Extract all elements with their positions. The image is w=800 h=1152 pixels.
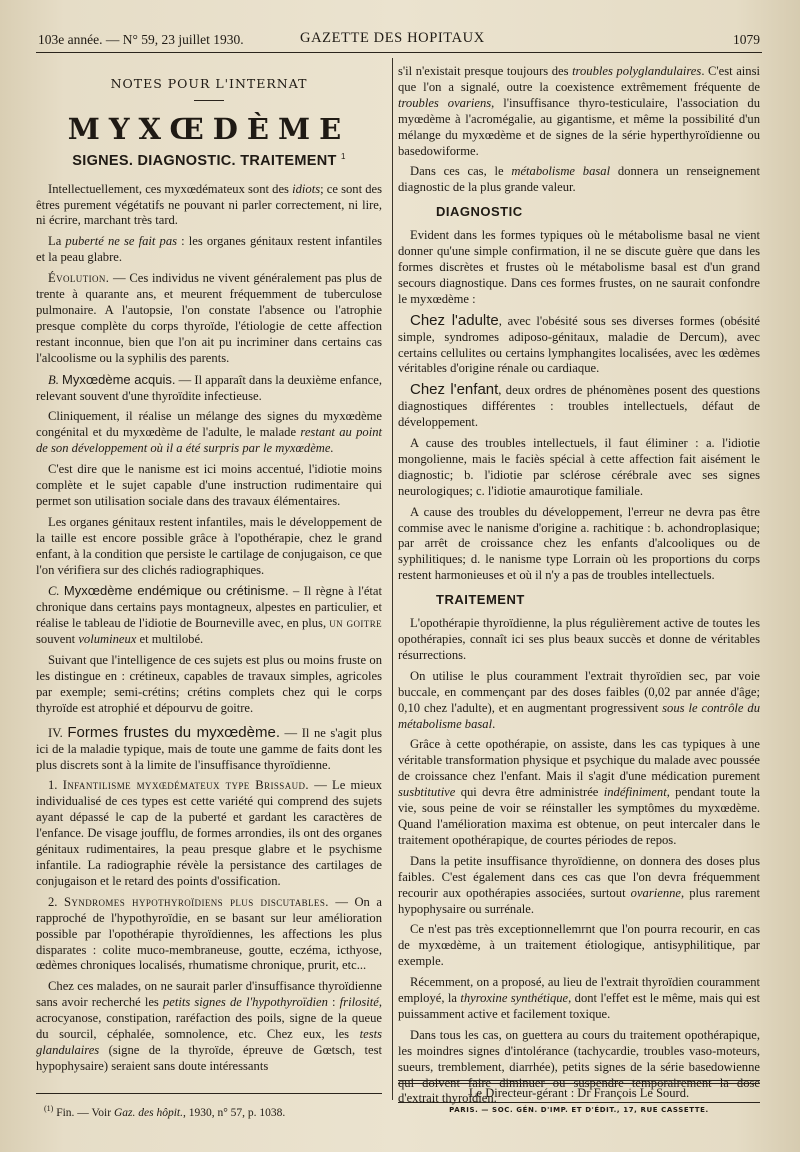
director-credit: Le Directeur-gérant : Dr François Le Sourd. [468, 1086, 690, 1100]
paragraph-syndromes: 2. Syndromes hypothyroïdiens plus discutables. — On a rapproché de l'hypothyroïdie, en se basant sur leur amélioration possible par l'opothérapie thyroïdiennes, les affections les plus disparates : colite muco-membraneuse, goutte, eczéma, icthyose, œdèmes chroniques localisés, rhumatisme chronique, prurit, etc... [36, 894, 382, 973]
header-rule [36, 52, 762, 53]
right-column [398, 64, 760, 1112]
page-number: 1079 [733, 32, 760, 47]
paragraph: On utilise le plus couramment l'extrait thyroïdien sec, par voie buccale, en commençant par des doses faibles (0,02 par année d'âge; 0,10 chez l'adulte), et en augmentant progressivent sous le contrôle du métabolisme basal. [398, 668, 761, 731]
issue-info: 103e année. — N° 59, 23 juillet 1930. [38, 32, 244, 47]
paragraph-adult: Chez l'adulte, avec l'obésité sous ses diverses formes (obésité simple, syndromes adiposo-génitaux, maladie de Dercum), avec certains cellulites ou certains lymphangites localisées, avec les œdèmes véritables d'origine rénale ou cardiaque. [398, 311, 761, 376]
column-divider [392, 58, 393, 1100]
journal-title: GAZETTE DES HOPITAUX [300, 30, 485, 46]
paragraph: Suivant que l'intelligence de ces sujets est plus ou moins fruste on les distingue en : crétineux, capables de travaux simples, agricoles par exemple; semi-crétins; crétins complets chez qui le corps thyroïde est atrophié et dépourvu de goitre. [36, 653, 382, 715]
paragraph: Dans la petite insuffisance thyroïdienne, on donnera des doses plus faibles. C'est également dans ces cas que l'on devra fréquemment recourir aux opothérapies associées, surtout ovarienne, plus rarement hypophysaire ou surrénale. [398, 853, 760, 916]
paragraph: A cause des troubles du développement, l'erreur ne devra pas être commise avec le nanisme d'origine a. rachitique : b. achondroplasique; par arrêt de croissance chez les enfants d'alcooliques ou de syphilitiques; d. le nanisme type Lorrain où les proportions du corps restent harmonieuses et où il n'y a pas de troubles intellectuels. [398, 504, 760, 583]
section-kicker: NOTES POUR L'INTERNAT [110, 76, 308, 91]
paragraph: Intellectuellement, ces myxœdémateux sont des idiots; ce sont des êtres purement végétatifs ne pouvant ni parler correctement, ni lire, ni écrire, marchant très tard. [36, 181, 383, 228]
paragraph-brissaud: 1. Infantilisme myxœdémateux type Brissaud. — Le mieux individualisé de ces types est cette variété qui comprend des sujets ayant dépassé le cap de la puberté et gardant les caractères de l'enfance. De visage joufflu, de formes arrondies, ils ont des organes génitaux rudimentaires, la peau presque glabre et le psychisme infantile. La radiographie révèle la persistance des cartilages de conjugaison et le retard des points d'ossification. [36, 778, 383, 888]
footnote-rule [36, 1093, 382, 1094]
paragraph: s'il n'existait presque toujours des troubles polyglandulaires. C'est ainsi que l'on a signalé, outre la coexistence extrêmement fréquente de troubles ovariens, l'insuffisance thyro-testiculaire, l'association du myœdème à l'acromégalie, au gigantisme, et même la possibilité d'un mélange du myxœdème et de signes de la série hyperthyroïdienne ou basedowiforme. [398, 64, 760, 158]
paragraph: C'est dire que le nanisme est ici moins accentué, l'idiotie moins complète et le sujet capable d'une instruction rudimentaire qui permet son utilisation sociale dans des travaux élémentaires. [36, 462, 382, 508]
paragraph: Dans ces cas, le métabolisme basal donnera un renseignement diagnostic de la plus grande valeur. [398, 164, 760, 195]
paragraph: Ce n'est pas très exceptionnellemrnt que l'on pourra recourir, en cas de myxœdème, à un traitement étiologique, antisyphilitique, par exemple. [398, 922, 760, 969]
paragraph-evolution: Évolution. — Ces individus ne vivent généralement pas plus de trente à quarante ans, et meurent fréquemment de tuberculose pulmonaire. A l'autopsie, l'on constate l'absence ou l'atrophie presque complète du corps thyroïde, l'étiologie de cette affection restant inconnue, bien que l'on ait pu incriminer dans certains cas l'alcoolisme ou la syphilis des parents. [36, 271, 382, 365]
paragraph: Les organes génitaux restent infantiles, mais le développement de la taille est encore possible grâce à l'opothérapie, chez le grand enfant, à la condition que persiste le cartilage de conjugaison, ce que l'on vérifiera sur des clichés radiographiques. [36, 514, 382, 577]
paragraph-frustes: IV. Formes frustes du myxœdème. — Il ne s'agit plus ici de la maladie typique, mais de toute une gamme de faits dont les plus discrets sont à la limite de l'insuffisance thyroïdienne. [36, 723, 382, 772]
paragraph: L'opothérapie thyroïdienne, la plus régulièrement active de toutes les opothérapies, connaît ici ses plus beaux succès et donne de véritables résurrections. [398, 616, 760, 662]
imprint-rule [398, 1102, 760, 1103]
heading-treatment: TRAITEMENT [436, 592, 525, 608]
footnote: $^{(1)}$ Fin. — Voir Gaz. des hôpit., 1930, n° 57, p. 1038. [44, 1104, 286, 1119]
paragraph-child: Chez l'enfant, deux ordres de phénomènes posent des questions diagnostiques différentes : troubles intellectuels, défaut de développement. [398, 381, 760, 430]
printer-imprint: PARIS. — SOC. GÉN. D'IMP. ET D'ÉDIT., 17, RUE CASSETTE. [449, 1106, 709, 1114]
paragraph: Récemment, on a proposé, au lieu de l'extrait thyroïdien couramment employé, la thyroxine synthétique, dont l'effet est le même, mais qui est puissamment active et facilement toxique. [398, 975, 760, 1021]
paragraph: Cliniquement, il réalise un mélange des signes du myxœdème congénital et du myxœdème de l'adulte, le malade restant au point de son développement où il a été surpris par le myxœdème. [36, 409, 383, 456]
paragraph-acquired: B. Myxœdème acquis. — Il apparaît dans la deuxième enfance, relevant souvent d'une thyroïdite infectieuse. [36, 371, 382, 403]
left-column [36, 70, 382, 1080]
paragraph: A cause des troubles intellectuels, il faut éliminer : a. l'idiotie mongolienne, mais le faciès spécial à cette affection fait aisément le diagnostic; b. l'idiotie par sclérose cérébrale avec ses signes neurologiques; c. l'idiotie amaurotique familiale. [398, 436, 760, 498]
paragraph: Grâce à cette opothérapie, on assiste, dans les cas typiques à une véritable transformation physique et psychique du malade avec poussée de croissance chez l'enfant. Mais il s'agit d'une médication purement susbtitutive qui devra être administrée indéfiniment, pendant toute la vie, sous peine de voir se réinstaller les symptômes du myxœdème. Quand l'amélioration maxima est obtenue, on peut intercaler dans le traitement opothérapique, de courtes périodes de repos. [398, 737, 760, 847]
paragraph: Dans tous les cas, on guettera au cours du traitement opothérapique, les moindres signes d'intolérance (tachycardie, troubles vaso-moteurs, sueurs, tremblement, diarrhée), petits signes de la série basedowienne qui doivent faire diminuer ou suspendre temporairement la dose d'extrait thyroïdien. [398, 1027, 760, 1106]
subtitle-footnote-mark: 1 [340, 151, 346, 161]
paragraph: Chez ces malades, on ne saurait parler d'insuffisance thyroïdienne sans avoir recherché les petits signes de l'hypothyroïdien : frilosité, acrocyanose, constipation, raréfaction des poils, signe de la queue du sourcil, céphalée, somnolence, etc. Chez eux, les tests glandulaires (signe de la thyroïde, épreuve de Gœtsch, test hypophysaire) seraient sans doute intéressants [36, 979, 383, 1073]
paragraph-endemic: C. Myxœdème endémique ou crétinisme. – Il règne à l'état chronique dans certains pays montagneux, alpestes en particulier, et réalise le tableau de l'idiotie de Bourneville avec, en plus, un goitre souvent volumineux et multilobé. [36, 583, 382, 647]
director-rule-top [398, 1080, 760, 1081]
director-rule-bottom [398, 1083, 760, 1084]
paragraph: Evident dans les formes typiques où le métabolisme basal ne vient donner qu'une simple confirmation, il ne se discute guère que dans les formes discrètes et frustes où le métabolisme basal est d'un grand secours diagnostique. Dans ces formes frustes, on ne saurait confondre le myxœdème : [398, 228, 760, 306]
article-title: MYXŒDÈME [67, 111, 351, 146]
article-subtitle: SIGNES. DIAGNOSTIC. TRAITEMENT $^1$ [72, 151, 346, 169]
heading-diagnostic: DIAGNOSTIC [436, 204, 523, 220]
running-head [38, 30, 760, 52]
kicker-rule [194, 100, 224, 101]
paragraph: La puberté ne se fait pas : les organes génitaux restent infantiles et la peau glabre. [36, 234, 382, 265]
